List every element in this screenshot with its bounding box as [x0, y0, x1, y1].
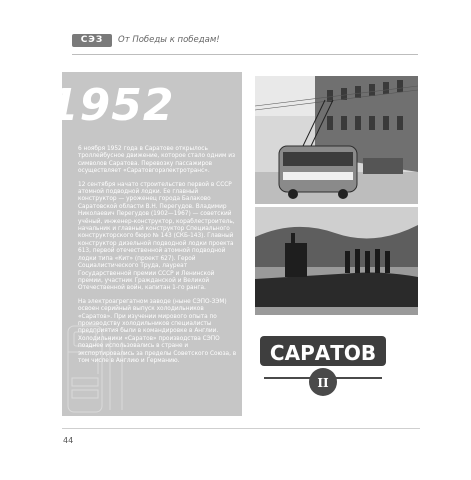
saratov-emblem: [258, 330, 388, 402]
page-header: [72, 32, 220, 48]
paragraph-trolleybus: 6 ноября 1952 года в Саратове открылось троллейбусное движение, которое стало одним из символов Саратова. Перевозку пассажиров осуществляет «Саратовгорэлектротранс».: [78, 146, 236, 175]
page-number: 44: [63, 436, 74, 445]
emblem-number: II: [317, 376, 329, 390]
header-slogan: От Победы к победам!: [118, 35, 220, 45]
trolleybus-photo: [255, 76, 418, 204]
logo-text: СЭЗ: [80, 35, 104, 45]
emblem-text: САРАТОВ: [269, 341, 377, 365]
paragraph-submarine: 12 сентября начато строительство первой в СССР атомной подводной лодки. Ее главный конструктор — уроженец города Балаково Саратовской области В.Н. Перегудов. Владимир Николаевич Перегудов (1902—1967) — советский учёный, инженер-конструктор, кораблестроитель, начальник и главный конструктор Специального конструкторского бюро № 143 (СКБ-143). Главный конструктор дизельной подводной лодки проекта 613, первой отечественной атомной подводной лодки типа «Кит» (проект 627). Герой Социалистического Труда, лауреат Государственной премии СССР и Ленинской премии, участник Гражданской и Великой Отечественной войн, капитан 1-го ранга.: [78, 181, 235, 292]
company-logo: [72, 34, 112, 47]
footer-divider: [62, 428, 420, 429]
header-divider: [72, 54, 418, 55]
paragraph-refrigerator: На электроагрегатном заводе (ныне СЭПО-ЗЭМ) освоен серийный выпуск холодильников «Саратов». При изучении мирового опыта по производству холодильников специалисты предприятия были в командировке в Англии. Холодильники «Саратов» производства СЭПО позднее использовались в стране и экспортировались за пределы Советского Союза, в том числе в Англию и Германию.: [78, 298, 237, 364]
body-text: [78, 146, 238, 371]
submarine-photo: [255, 207, 418, 315]
year-heading: 1952: [48, 80, 175, 131]
